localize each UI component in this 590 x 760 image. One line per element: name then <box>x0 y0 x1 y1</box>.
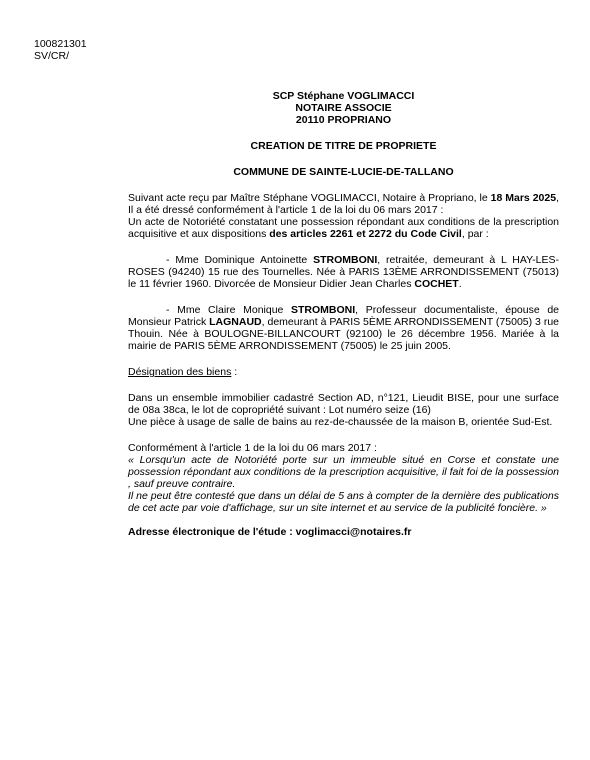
intro-paragraph <box>128 192 559 240</box>
ex-spouse-surname: COCHET <box>414 278 459 290</box>
person-2-text-3: , demeurant à PARIS 5ÈME ARRONDISSEMENT (75005) 3 rue Thouin. Née à BOULOGNE-BILLANCOURT (92100) le 26 décembre 1956. Mariée à la mairie de PARIS 5ÈME ARRONDISSEMENT (75005) le 25 juin 2005. <box>128 316 559 352</box>
notary-header <box>128 90 559 126</box>
notary-name: SCP Stéphane VOGLIMACCI <box>272 90 415 102</box>
person-2-text-1: - Mme Claire Monique <box>166 304 291 316</box>
intro-text-4: , par : <box>461 228 489 240</box>
document-body <box>128 90 559 538</box>
person-2-text-2: , Professeur documentaliste, épouse de Monsieur Patrick <box>128 304 559 328</box>
law-quote-2: Il ne peut être contesté que dans un délai de 5 ans à compter de la dernière des publications de cet acte par voie d'affichage, sur un site internet et au service de la publicité foncière. » <box>128 490 559 514</box>
spouse-surname: LAGNAUD <box>209 316 262 328</box>
person-1-text-1: - Mme Dominique Antoinette <box>166 254 314 266</box>
document-reference <box>34 38 87 62</box>
person-1-surname: STROMBONI <box>313 254 378 266</box>
person-1-text-2: , retraitée, demeurant à L HAY-LES-ROSES (94240) 15 rue des Tournelles. Née à PARIS 13ÈME ARRONDISSEMENT (75013) le 11 février 1960. Divorcée de Monsieur Didier Jean Charles <box>128 254 559 290</box>
office-email: Adresse électronique de l'étude : voglimacci@notaires.fr <box>128 526 412 538</box>
designation-paragraph <box>128 392 559 428</box>
intro-text-2: , Il a été dressé conformément à l'article 1 de la loi du 06 mars 2017 : <box>128 192 559 216</box>
reference-number: 100821301 <box>34 38 87 50</box>
designation-heading <box>128 366 559 378</box>
intro-text-3: Un acte de Notoriété constatant une possession répondant aux conditions de la prescription acquisitive et aux dispositions <box>128 216 559 240</box>
commune-heading: COMMUNE DE SAINTE-LUCIE-DE-TALLANO <box>233 166 454 178</box>
law-quote-1: « Lorsqu'un acte de Notoriété porte sur un immeuble situé en Corse et constate une possession répondant aux conditions de la prescription acquisitive, il fait foi de la possession , sauf preuve contraire. <box>128 454 559 490</box>
designation-colon: : <box>231 366 238 378</box>
designation-text-1: Dans un ensemble immobilier cadastré Section AD, n°121, Lieudit BISE, pour une surface de 08a 38ca, le lot de copropriété suivant : Lot numéro seize (16) <box>128 392 559 416</box>
person-2-paragraph <box>128 304 559 352</box>
person-2-surname: STROMBONI <box>291 304 356 316</box>
law-paragraph <box>128 442 559 514</box>
document-title: CREATION DE TITRE DE PROPRIETE <box>250 140 437 152</box>
person-1-paragraph <box>128 254 559 290</box>
notary-address: 20110 PROPRIANO <box>295 114 392 126</box>
designation-text-2: Une pièce à usage de salle de bains au rez-de-chaussée de la maison B, orientée Sud-Est. <box>128 416 553 428</box>
law-intro: Conformément à l'article 1 de la loi du 06 mars 2017 : <box>128 442 377 454</box>
code-civil-articles: des articles 2261 et 2272 du Code Civil <box>269 228 462 240</box>
reference-initials: SV/CR/ <box>34 50 70 62</box>
person-1-text-3: . <box>458 278 462 290</box>
intro-text-1: Suivant acte reçu par Maître Stéphane VOGLIMACCI, Notaire à Propriano, le <box>128 192 491 204</box>
notary-title: NOTAIRE ASSOCIE <box>295 102 392 114</box>
designation-heading-text: Désignation des biens <box>128 366 232 378</box>
act-date: 18 Mars 2025 <box>490 192 557 204</box>
